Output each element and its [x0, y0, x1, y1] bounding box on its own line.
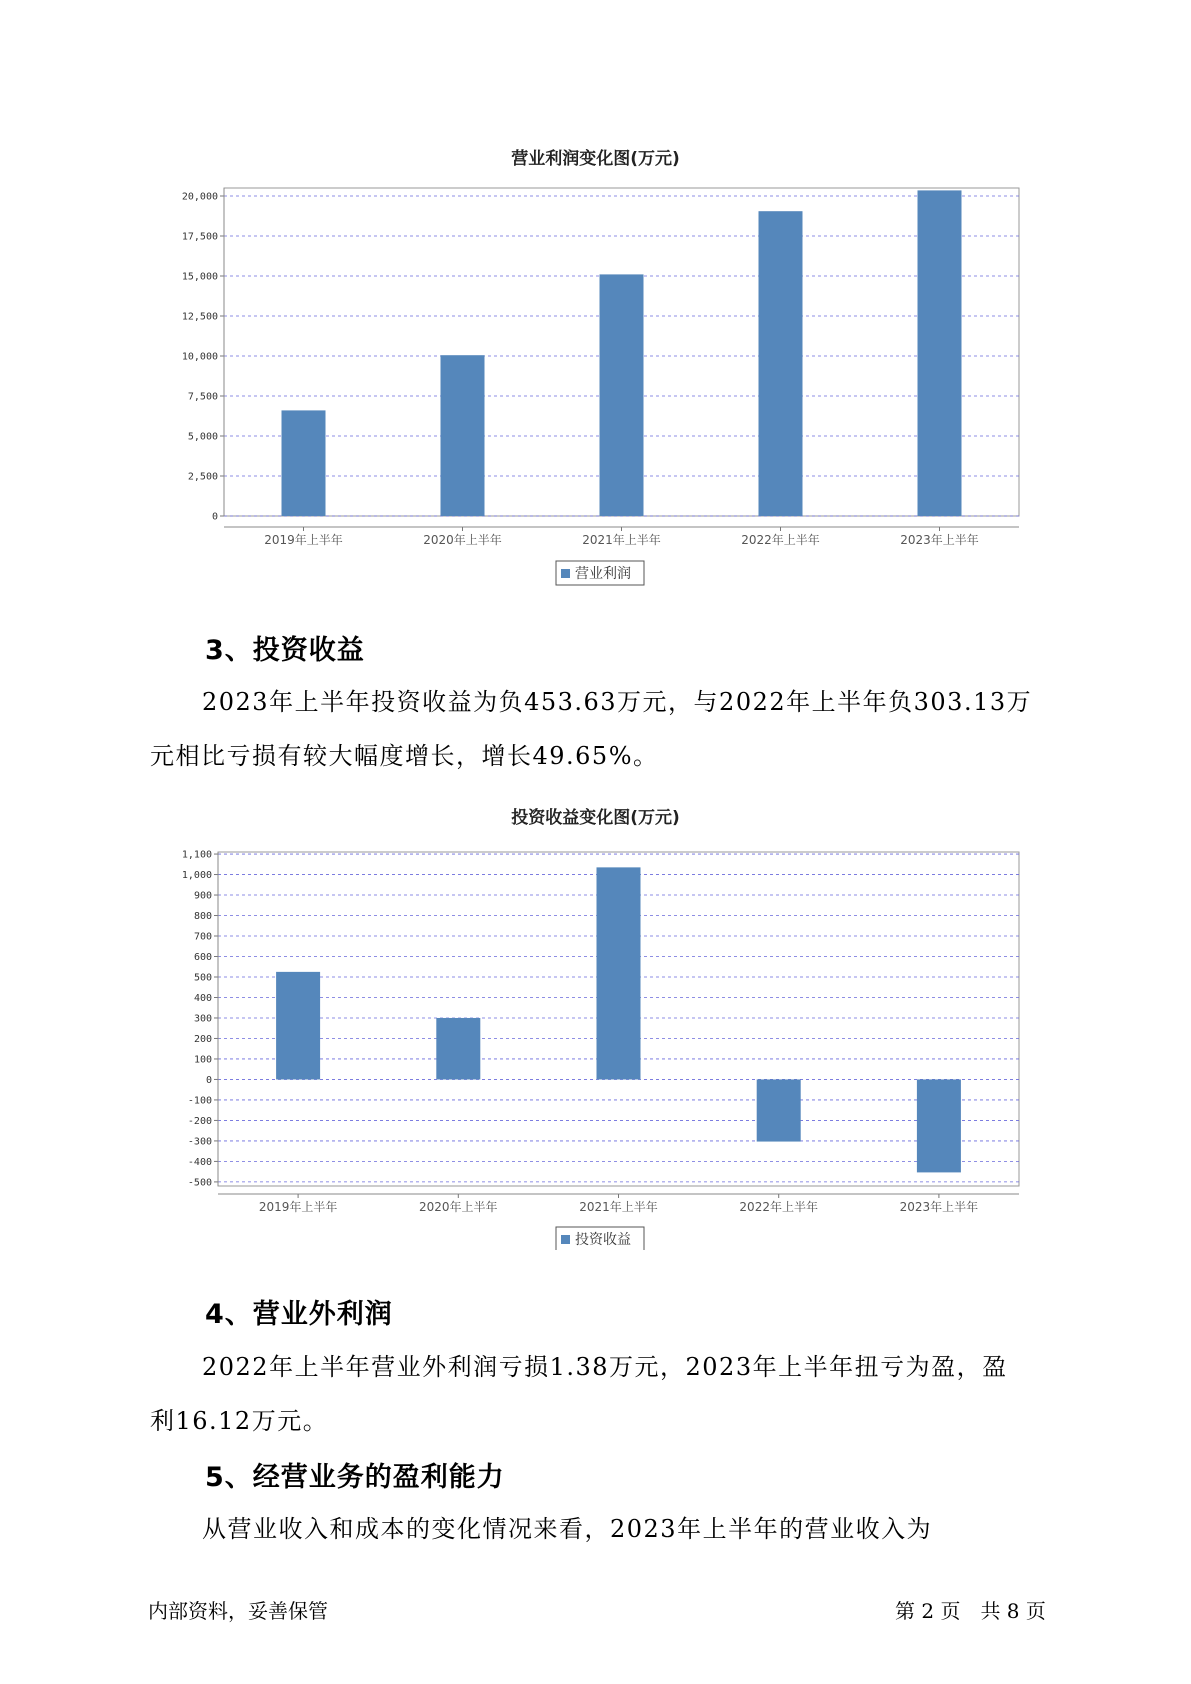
x-tick-label: 2021年上半年 — [582, 533, 661, 547]
x-tick-label: 2023年上半年 — [900, 533, 979, 547]
section-3-heading: 3、投资收益 — [205, 635, 365, 666]
bar-2022年上半年 — [759, 211, 803, 516]
y-tick-label: 0 — [211, 511, 218, 523]
y-tick-label: 0 — [205, 1074, 212, 1086]
y-tick-label: 300 — [193, 1013, 212, 1025]
y-tick-label: -300 — [187, 1136, 212, 1148]
y-tick-label: 17,500 — [181, 231, 218, 243]
section-5-heading: 5、经营业务的盈利能力 — [205, 1462, 505, 1493]
y-tick-label: 12,500 — [181, 311, 218, 323]
y-tick-label: -400 — [187, 1156, 212, 1168]
section-4-line-2: 利16.12万元。 — [150, 1407, 329, 1435]
y-tick-label: 500 — [193, 972, 212, 984]
y-tick-label: 2,500 — [187, 471, 218, 483]
bar-2019年上半年 — [282, 410, 326, 516]
operating-profit-chart — [0, 170, 1191, 590]
y-tick-label: 100 — [193, 1054, 212, 1066]
section-4-paragraph — [150, 1340, 1050, 1448]
section-4-line-1: 2022年上半年营业外利润亏损1.38万元，2023年上半年扭亏为盈，盈 — [202, 1353, 1008, 1381]
y-tick-label: 1,100 — [181, 849, 212, 861]
y-tick-label: -100 — [187, 1095, 212, 1107]
bar-2023年上半年 — [917, 1079, 961, 1172]
footer-page-number: 第 2 页 共 8 页 — [895, 1599, 1046, 1623]
section-5-paragraph — [150, 1502, 1050, 1556]
section-3-line-1: 2023年上半年投资收益为负453.63万元，与2022年上半年负303.13万 — [202, 688, 1033, 716]
y-tick-label: 20,000 — [181, 191, 218, 203]
legend-label: 营业利润 — [575, 566, 631, 582]
section-3-paragraph — [150, 675, 1050, 783]
y-tick-label: 900 — [193, 890, 212, 902]
y-tick-label: 600 — [193, 952, 212, 964]
x-tick-label: 2023年上半年 — [899, 1200, 979, 1214]
investment-income-chart — [0, 830, 1191, 1250]
profit-chart-title: 营业利润变化图(万元) — [511, 149, 680, 169]
bar-2021年上半年 — [597, 867, 641, 1079]
legend-swatch — [561, 1235, 570, 1244]
x-tick-label: 2022年上半年 — [739, 1200, 818, 1214]
section-5-line-1: 从营业收入和成本的变化情况来看，2023年上半年的营业收入为 — [202, 1515, 933, 1543]
y-tick-label: 10,000 — [181, 351, 218, 363]
bar-2021年上半年 — [600, 274, 644, 516]
y-tick-label: -200 — [187, 1115, 212, 1127]
x-tick-label: 2022年上半年 — [741, 533, 820, 547]
x-tick-label: 2020年上半年 — [419, 1200, 498, 1214]
y-tick-label: 700 — [193, 931, 212, 943]
y-tick-label: 200 — [193, 1033, 212, 1045]
legend-label: 投资收益 — [575, 1232, 631, 1248]
y-tick-label: 5,000 — [187, 431, 218, 443]
y-tick-label: 1,000 — [181, 870, 212, 882]
x-tick-label: 2019年上半年 — [258, 1200, 338, 1214]
bar-2020年上半年 — [436, 1018, 480, 1079]
x-tick-label: 2020年上半年 — [423, 533, 502, 547]
bar-2023年上半年 — [918, 190, 962, 516]
x-tick-label: 2021年上半年 — [579, 1200, 658, 1214]
y-tick-label: 7,500 — [187, 391, 218, 403]
bar-2019年上半年 — [276, 972, 320, 1080]
investment-chart-title: 投资收益变化图(万元) — [511, 808, 680, 828]
section-4-heading: 4、营业外利润 — [205, 1299, 393, 1330]
y-tick-label: -500 — [187, 1177, 212, 1189]
y-tick-label: 400 — [193, 992, 212, 1004]
bar-2022年上半年 — [757, 1079, 801, 1141]
legend-swatch — [561, 569, 570, 578]
y-tick-label: 15,000 — [181, 271, 218, 283]
x-tick-label: 2019年上半年 — [264, 533, 343, 547]
section-3-line-2: 元相比亏损有较大幅度增长，增长49.65%。 — [150, 742, 659, 770]
y-tick-label: 800 — [193, 911, 212, 923]
bar-2020年上半年 — [441, 355, 485, 516]
footer-confidential-note: 内部资料，妥善保管 — [148, 1599, 328, 1623]
